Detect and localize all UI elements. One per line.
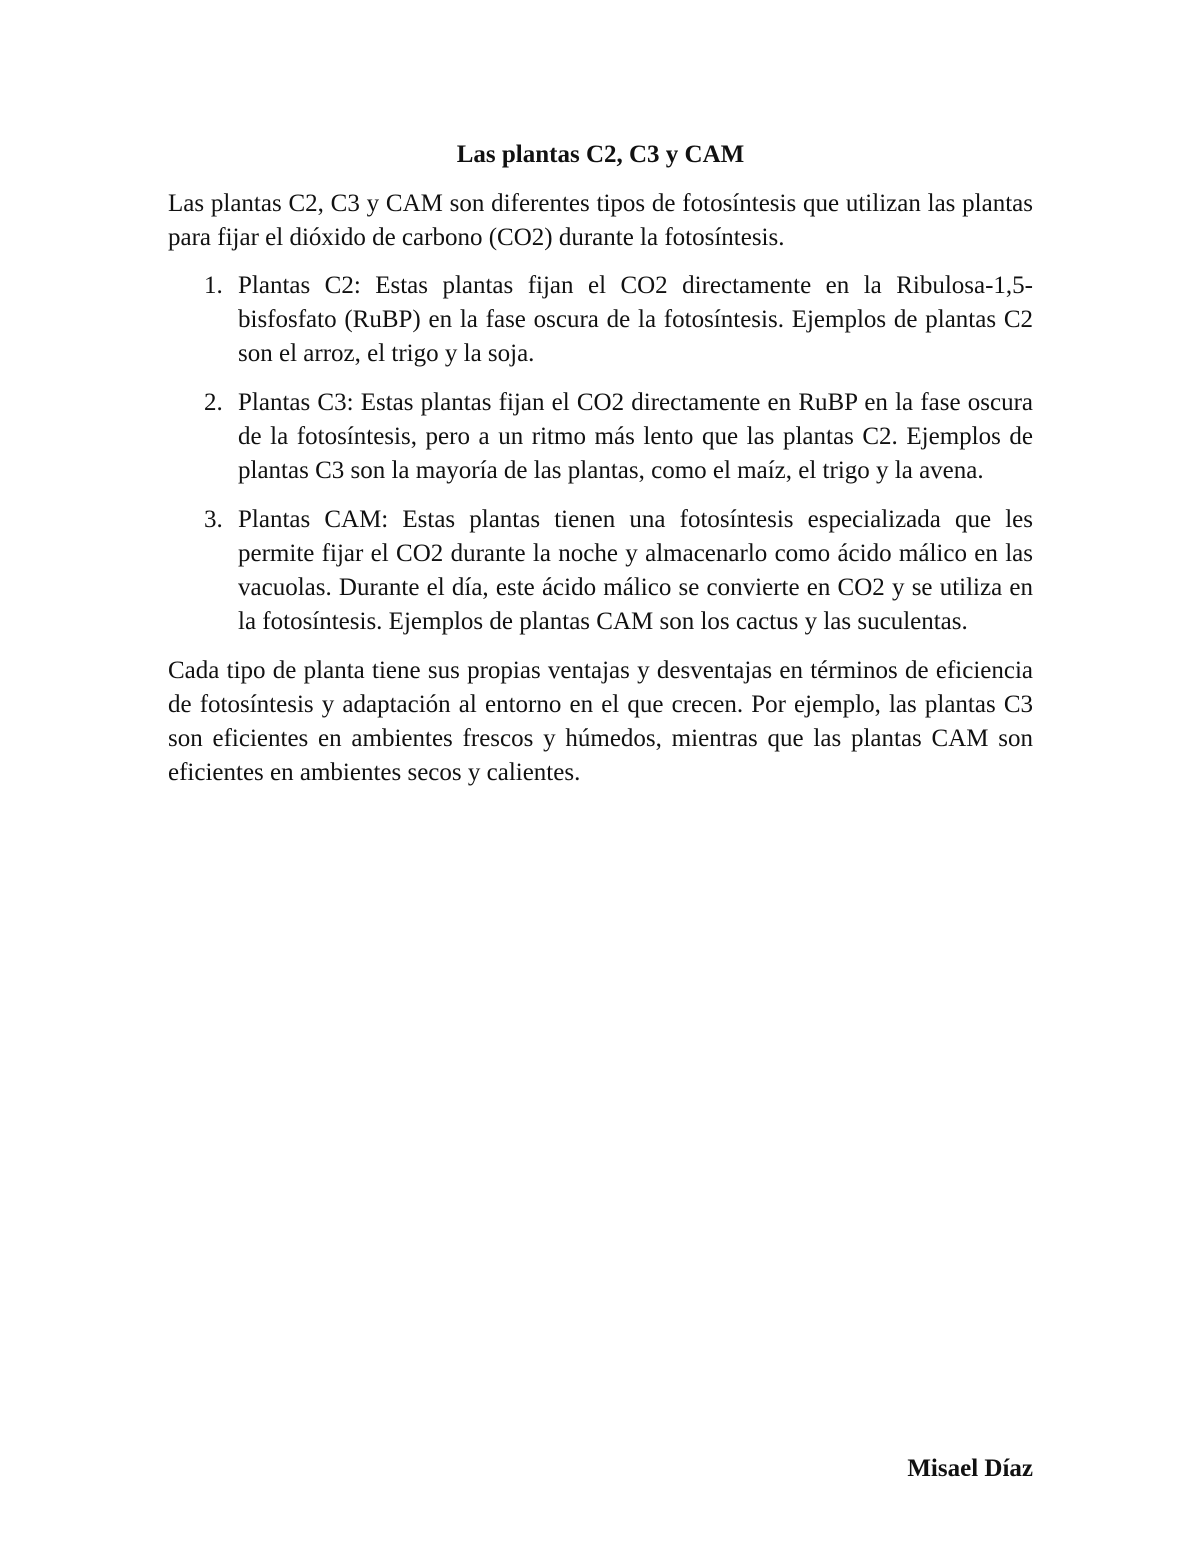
list-item: [168, 269, 1033, 371]
conclusion-paragraph: Cada tipo de planta tiene sus propias ventajas y desventajas en términos de eficiencia de fotosíntesis y adaptación al entorno en el que crecen. Por ejemplo, las plantas C3 son eficientes en ambientes frescos y húmedos, mientras que las plantas CAM son eficientes en ambientes secos y calientes.: [168, 657, 1033, 786]
list-item-number: 1.: [204, 272, 223, 299]
author-signature: Misael Díaz: [907, 1455, 1033, 1482]
list-item: [168, 503, 1033, 639]
list-item-number: 2.: [204, 389, 223, 416]
list-item-number: 3.: [204, 506, 223, 533]
list-item-text: Plantas C3: Estas plantas fijan el CO2 directamente en RuBP en la fase oscura de la fotosíntesis, pero a un ritmo más lento que las plantas C2. Ejemplos de plantas C3 son la mayoría de las plantas, como el maíz, el trigo y la avena.: [238, 389, 1033, 484]
intro-paragraph: Las plantas C2, C3 y CAM son diferentes tipos de fotosíntesis que utilizan las plantas para fijar el dióxido de carbono (CO2) durante la fotosíntesis.: [168, 190, 1033, 251]
plant-types-list: [168, 269, 1033, 639]
document-title: Las plantas C2, C3 y CAM: [456, 141, 745, 168]
document-body: [168, 138, 1033, 804]
list-item-text: Plantas CAM: Estas plantas tienen una fotosíntesis especializada que les permite fijar el CO2 durante la noche y almacenarlo como ácido málico en las vacuolas. Durante el día, este ácido málico se convierte en CO2 y se utiliza en la fotosíntesis. Ejemplos de plantas CAM son los cactus y las suculentas.: [238, 506, 1033, 635]
list-item-text: Plantas C2: Estas plantas fijan el CO2 directamente en la Ribulosa-1,5-bisfosfato (RuBP) en la fase oscura de la fotosíntesis. Ejemplos de plantas C2 son el arroz, el trigo y la soja.: [238, 272, 1033, 367]
list-item: [168, 386, 1033, 488]
